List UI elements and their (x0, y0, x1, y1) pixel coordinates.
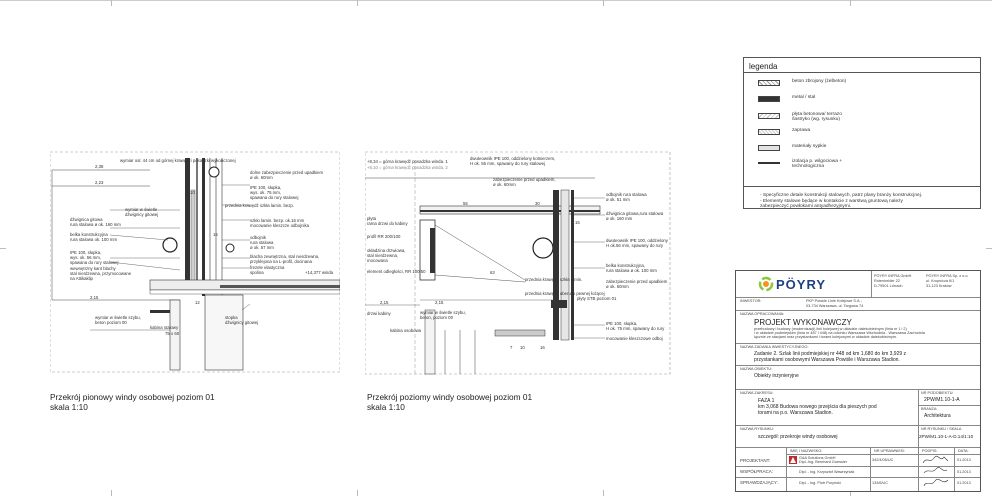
vsec-caption-title: Przekrój pionowy windy osobowej poziom 01 (50, 392, 215, 402)
vsec-label: wys. ok. 56 mm, (70, 255, 102, 260)
hsec-label: +8,34 = górna krawędź posadzka winda. 1 (367, 159, 448, 164)
vsec-label: spolina (250, 270, 264, 275)
hsec-label: zabezpieczenie przed upadkiem (606, 279, 668, 284)
subnr-label: NR PODOBIEKTU: (921, 391, 954, 395)
drawnr-label: NR RYSUNKU / SKALA (921, 427, 962, 431)
vsec-label: spawana do rury stalowej (70, 260, 119, 265)
frame-tick (603, 0, 604, 6)
sig-header: IMIĘ I NAZWISKO: (790, 449, 823, 453)
vsec-label: wymiar w świetle szybu, (95, 315, 141, 320)
legend-notes (760, 193, 922, 210)
vsec-label: ø ok. 57 mm (250, 245, 274, 250)
signature-mark-icon (922, 478, 950, 488)
legend-label: zaprawa (792, 128, 811, 133)
vsec-label: wymiar osi: 44 cm od górnej krawędzi posadzki wykończonej (120, 158, 236, 163)
hsec-dimension: 15 (575, 220, 580, 225)
vsec-label: wys. ok. 75 mm, (250, 190, 282, 195)
signer-license: 342/4/06/UC (872, 458, 894, 462)
vsec-label: IPE 100, słupka, (70, 250, 102, 255)
hsec-label: kabina osobowa (390, 328, 422, 333)
hsec-label: rama drzwi do kabiny (367, 221, 408, 226)
hsec-label: H ok. 75 mm, spawany do rury (606, 326, 665, 331)
drawing-value: szczegół: przekroje windy osobowej (758, 434, 838, 440)
investor-line: 03-734 Warszawa, ul. Targowa 74 (806, 304, 864, 308)
vsec-label: stopka (225, 315, 238, 320)
hsec-label: wymiar w świetle szybu, (420, 310, 466, 315)
vsec-dimension: 12 (195, 300, 200, 305)
sig-header: DATA: (958, 449, 969, 453)
scope-line: FAZA 1 (758, 398, 775, 404)
frame-tick (111, 490, 112, 496)
vsec-label: beton poziom 00 (95, 320, 127, 325)
frame-tick (986, 248, 992, 249)
hsec-dimension: 30 (535, 201, 540, 206)
company2-line: ul. Krupnicza 6/1 (926, 279, 955, 283)
hsec-label: ø ok. 51 mm (606, 197, 630, 202)
frame-top (0, 0, 992, 1)
vsec-dimension: 10 (190, 190, 195, 195)
object-label: NAZWA OBIEKTU: (740, 367, 773, 371)
company-logo: PÖYRY (776, 277, 827, 292)
hsec-label: ø ok. 60mm (606, 284, 629, 289)
hsec-dimension: 16 (540, 345, 545, 350)
vsec-label: spawana do rury stalowej (250, 195, 299, 200)
scope-label: NAZWA ZAKRESU: (740, 391, 774, 395)
frame-tick (111, 0, 112, 6)
study-text: łącznie ze stacjami oraz przystankami i torami kolejowymi w układzie dalekobieżnym. (754, 335, 898, 339)
branch-label: BRANŻA: (921, 407, 938, 411)
hsec-label: +8,10 = górna krawędź posadzka winda. 2 (367, 165, 448, 170)
study-title: PROJEKT WYKONAWCZY (754, 318, 852, 327)
vsec-label: stal nierdzewna, przymocowane (70, 271, 132, 276)
hsec-dimension: 55 (463, 201, 468, 206)
vsec-label: belka konstrukcyjna (70, 232, 108, 237)
sig-header: PODPIS: (922, 449, 938, 453)
company1-line: PÖYRY INFRA GmbH (874, 274, 912, 278)
hsec-label: H ok. 56 mm, spawany do rury stalowej (470, 161, 545, 166)
hsec-label: belka konstrukcyjna, (606, 263, 645, 268)
hsec-dimension: 63 (490, 270, 495, 275)
vsec-dimension: 2,38 (95, 164, 104, 169)
vsec-label: przyklejona na L-profil, docinana (250, 259, 312, 264)
vsec-label: blacha zewnętrzna, stal nierdzewna, (250, 254, 320, 259)
hsec-label: płyty STB poziom 01 (577, 296, 617, 301)
ga-logo-icon (789, 456, 797, 464)
investor-line: PKP Polskie Linie Kolejowe S.A.; (806, 299, 862, 303)
legend-divider (744, 72, 980, 73)
vsec-label: odbojnik (250, 235, 267, 240)
hsec-label: ø ok. 60mm (493, 182, 516, 187)
drawing-label: NAZWA RYSUNKU: (740, 427, 774, 431)
loose-material-swatch (758, 145, 780, 151)
legend-label: izolacja p. wilgociowa + (792, 159, 842, 164)
hsec-dimension: 2,15 (380, 300, 389, 305)
scope-line: torami na p.o. Warszawa Stadion. (758, 410, 833, 416)
hsec-dimension: 10 (520, 345, 525, 350)
mortar-swatch (758, 129, 780, 135)
signer-license: 133/6/UC (872, 481, 889, 485)
hsec-label: beton, poziom 00 (420, 315, 453, 320)
terrazzo-swatch (758, 113, 780, 119)
sig-header: NR UPRAWNIEŃ: (874, 449, 905, 453)
vertical-section-graphic (50, 150, 340, 380)
vsec-dimension: 15 (213, 232, 218, 237)
vsec-label: przednia krawędź szkła lamin. bezp. (225, 203, 295, 208)
signer-date: 01.2013 (957, 470, 971, 474)
hsec-dimension: 7 (510, 345, 513, 350)
legend-note: zabezpieczyć powłokami antyadhezyjnymi. (760, 204, 852, 209)
hsec-label: H ok.56 mm, spawany do rury (606, 243, 664, 248)
drawing-vertical-section (50, 150, 340, 380)
study-text: i w układzie podmiejskim (linia nr 487 i 448) na odcinku Warszawa Wschodnia - Warszawa Zachodnia (754, 331, 925, 335)
legend-label: płyta betonowa/ terrazo (792, 112, 842, 117)
legend-box (743, 57, 981, 209)
signer-name: Dipl. - Ing. Piotr Poryński (799, 481, 841, 485)
frame-tick (850, 0, 851, 6)
subnr-value: 2PW/M1.10-1-A (924, 397, 960, 403)
legend-label: metal / stal (792, 95, 816, 100)
vsec-label: wewnętrzny kant blachy (70, 266, 116, 271)
company1-line: D-79501 Lörrach (874, 284, 903, 288)
hsec-label: przednia krawędź oberu w pewnej łożącej (525, 291, 605, 296)
metal-swatch (758, 96, 780, 102)
vsec-caption-scale: skala 1:10 (50, 402, 88, 412)
hsec-label: okładzina drzwiowa, (367, 248, 406, 253)
vsec-label: rura stalowa ø ok. 160 mm (70, 222, 121, 227)
legend-label: materiały sypkie (792, 144, 827, 149)
vsec-label: rura stalowa (250, 240, 274, 245)
vsec-dimension: 2,23 (95, 180, 104, 185)
task-text: przystankami osobowymi Warszawa Powiśle i Warszawa Stadion. (754, 357, 900, 363)
investor-label: INWESTOR: (740, 299, 762, 303)
vsec-label: kabina stalowy (150, 325, 179, 330)
vsec-label: dolne zabezpieczenie przed upadkiem (250, 170, 324, 175)
hsec-label: płyta (367, 216, 377, 221)
legend-label: beton zbrojony (żelbeton) (792, 79, 847, 84)
drawnr-value: 2PW/M1.10-1-A-D.14/1:10 (919, 434, 974, 439)
hsec-dimension: 2,15 (435, 300, 444, 305)
title-block (735, 270, 981, 492)
vsec-label: mocowanie kleszcze odbojnika (250, 223, 309, 228)
signer-name: Dipl. - Ing. Krzysztof Wawrzyniak (799, 470, 855, 474)
vsec-label: IPE 100, słupka, (250, 185, 282, 190)
object-value: Obiekty inżynieryjne (754, 373, 799, 379)
hsec-label: element odległości, RR 100/50 (367, 269, 426, 274)
hsec-label: odbojnik rura stalowa (606, 192, 647, 197)
company1-line: Rotenheider 22 (874, 279, 900, 283)
vsec-label: ø ok. 60mm (250, 175, 273, 180)
signer-role: WSPÓŁPRACA: (740, 469, 774, 474)
study-label: NAZWA OPRACOWANIA: (740, 312, 785, 316)
signer-name: Dipl.-Ing. Bernhard Goessler (799, 460, 848, 464)
legend-divider (744, 186, 980, 187)
legend-title: legenda (749, 62, 778, 71)
task-label: NAZWA ZADANIA INWESTYCYJNEGO: (740, 345, 809, 349)
poyry-logo-icon (758, 276, 774, 292)
legend-label: technologiczna (792, 164, 825, 169)
study-text: przebudowy i budowy (modernizacji) linii kolejowej w układzie dalekobieżnym (linia nr 1 i 2) (754, 327, 907, 331)
vsec-label: szkło lamin. bezp. ok.16 mm (250, 218, 305, 223)
company2-line: 31-123 Kraków (926, 284, 952, 288)
hsec-label: profil RR 200/100 (367, 234, 401, 239)
vsec-label: dźwignicy gitowej (125, 212, 159, 217)
signer-role: PROJEKTANT: (740, 458, 771, 463)
hsec-label: dwuteownik IPE 100, oddzielony (606, 238, 668, 243)
insulation-swatch (758, 162, 780, 164)
vsec-label: frezele elastyczna (250, 265, 285, 270)
hsec-label: mocowana (367, 258, 388, 263)
signer-date: 01.2013 (957, 458, 971, 462)
frame-tick (603, 490, 604, 496)
concrete-swatch (758, 80, 780, 86)
legend-label: /lastryko (wg. rysunku) (792, 117, 840, 122)
hsec-caption-title: Przekrój poziomy windy osobowej poziom 01 (367, 392, 533, 402)
task-text: Zadanie 2. Szlak linii podmiejskiej nr 448 od km 1,680 do km 3,929 z (754, 351, 907, 357)
frame-tick (357, 0, 358, 6)
scope-line: km 3,068 Budowa nowego przejścia dla pieszych pod (758, 404, 877, 410)
signer-date: 01.2013 (957, 481, 971, 485)
hsec-label: mocowanie kleszczowe odboj (606, 336, 663, 341)
drawing-horizontal-section (365, 150, 675, 380)
hsec-label: rura stalowa ø ok. 100 mm (606, 268, 657, 273)
hsec-label: przednia krawędź szkła lamin. (525, 277, 583, 282)
signer-role: SPRAWDZAJĄCY: (740, 480, 778, 485)
vsec-label: +14,377 winda (305, 270, 334, 275)
vsec-label: rura stalowa ok. 100 mm (70, 237, 118, 242)
signer-name: G&A Solutions GmbH (799, 456, 836, 460)
vsec-label: dźwignica gitowa (70, 217, 103, 222)
vsec-label: 75 x 60 (165, 331, 180, 336)
vsec-label: wymiar w świetle (125, 207, 158, 212)
vsec-label: dźwignicy gitowej (225, 320, 259, 325)
hsec-label: zabezpieczenie przed upadkiem, (493, 177, 556, 182)
hsec-label: stal nierdzewna, (367, 253, 399, 258)
signature-mark-icon (922, 467, 950, 475)
hsec-label: ø ok. 160 mm (606, 216, 633, 221)
legend-note: - Specyficzne detale konstrukcji stalowych, patrz plany branży konstrukcjnej. (760, 193, 923, 198)
vsec-label: na Attikaklip (70, 276, 93, 281)
branch-value: Architektura (924, 413, 951, 419)
hsec-label: IPE 100, słupka, (606, 321, 638, 326)
signature-mark-icon (922, 455, 950, 465)
legend-note: - Elementy stalowe będące w kontakcie z warstwą gruntową należy (760, 198, 903, 204)
hsec-label: drzwi kabiny (367, 311, 391, 316)
frame-tick (357, 490, 358, 496)
company2-line: PÖYRY INFRA Sp. z o.o. (926, 274, 969, 278)
vsec-dimension: 2,15 (90, 295, 99, 300)
hsec-label: dźwignica gitowa,rura stalowa (606, 211, 664, 216)
hsec-caption-scale: skala 1:10 (367, 402, 405, 412)
hsec-label: dwuteownik IPE 100, oddzielony kotnierzem, (470, 156, 556, 161)
frame-tick (0, 248, 6, 249)
